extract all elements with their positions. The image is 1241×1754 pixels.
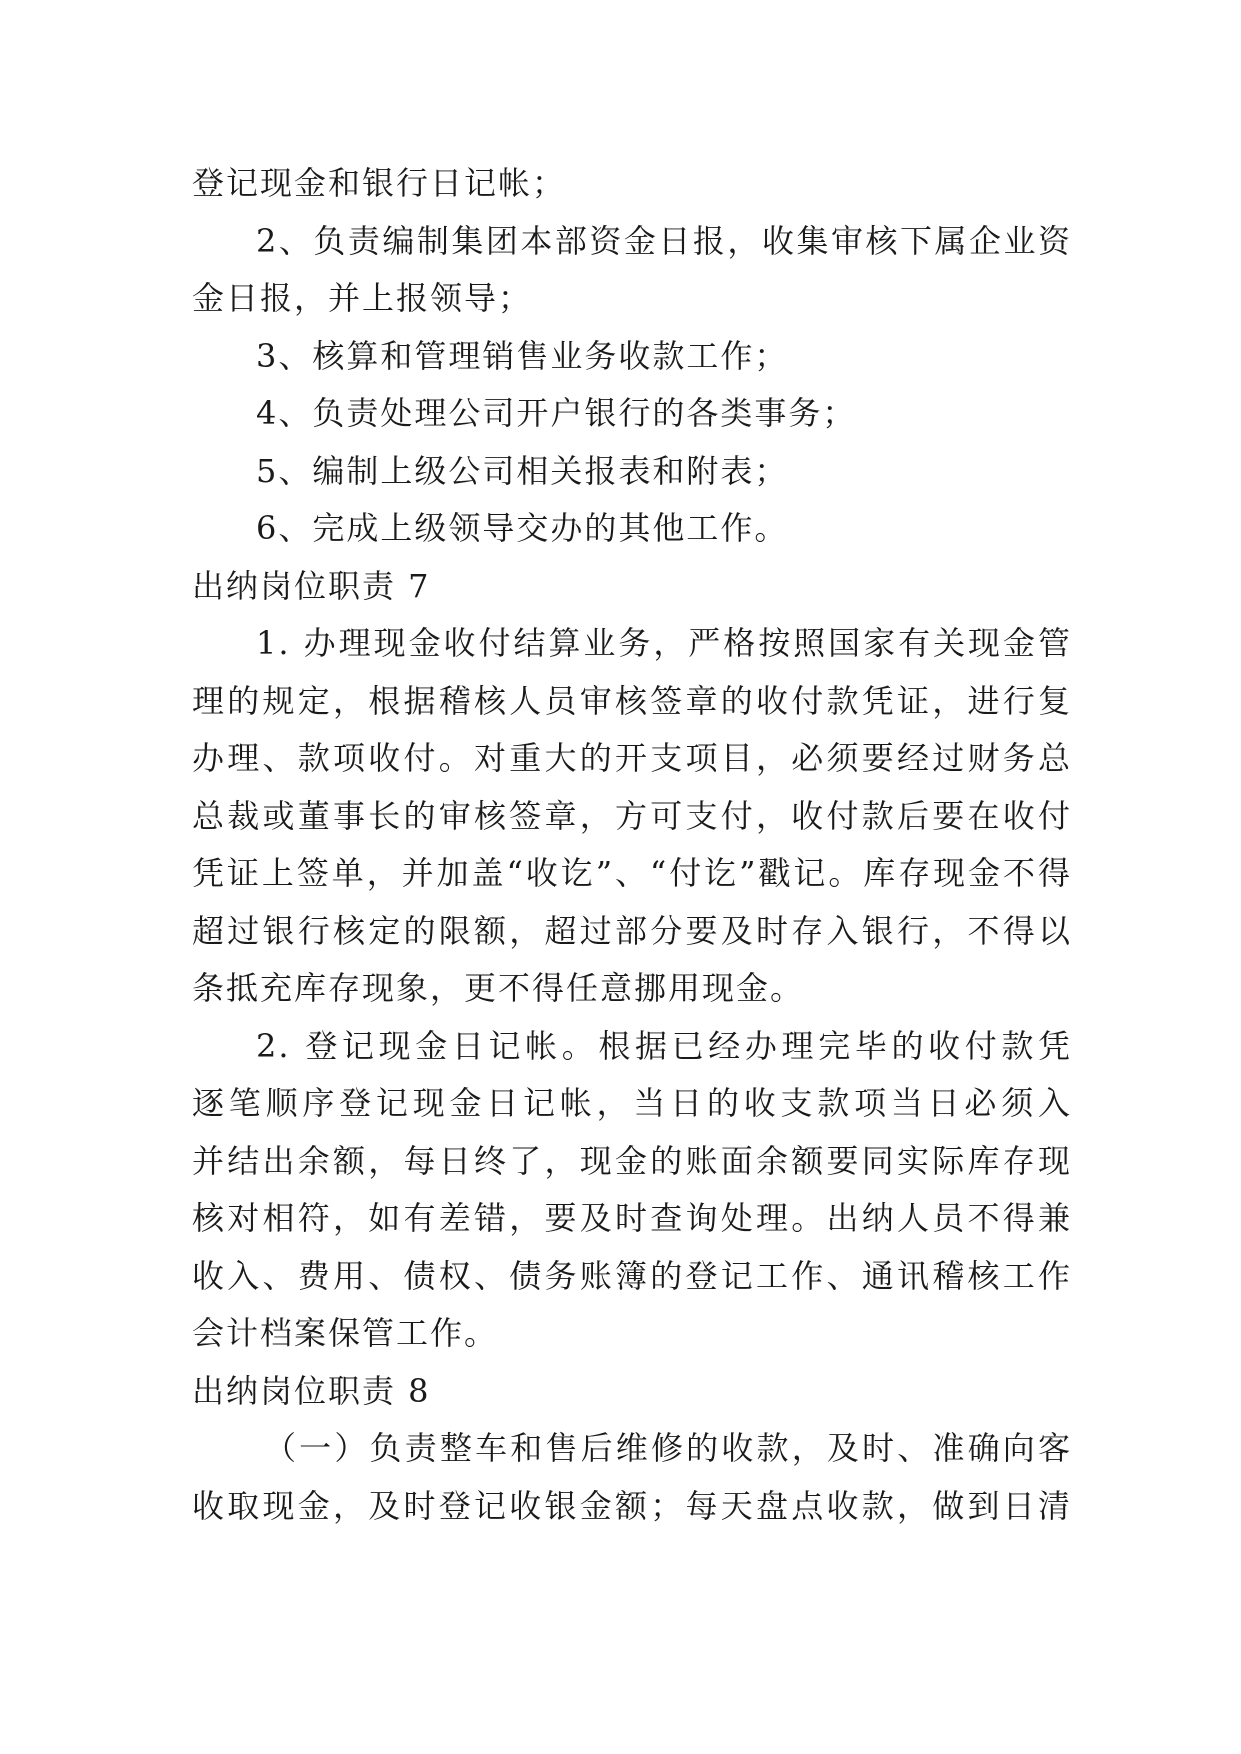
text-line: 办理、款项收付。对重大的开支项目，必须要经过财务总 bbox=[192, 739, 1072, 777]
section-heading-8: 出纳岗位职责 8 bbox=[192, 1371, 431, 1410]
list-item-5: 5、编制上级公司相关报表和附表； bbox=[256, 451, 789, 490]
text-line: 理的规定，根据稽核人员审核签章的收付款凭证，进行复 bbox=[192, 681, 1072, 720]
text-line: 凭证上签单，并加盖“收讫”、“付讫”戳记。库存现金不得 bbox=[192, 854, 1072, 892]
list-item-2: 2、负责编制集团本部资金日报，收集审核下属企业资 bbox=[256, 221, 1072, 260]
list-item-3: 3、核算和管理销售业务收款工作； bbox=[256, 336, 789, 375]
text-line: 收取现金，及时登记收银金额；每天盘点收款，做到日清 bbox=[192, 1486, 1072, 1525]
text-line: 登记现金和银行日记帐； bbox=[192, 164, 567, 202]
document-body bbox=[192, 155, 1072, 1535]
text-line: 总裁或董事长的审核签章，方可支付，收付款后要在收付 bbox=[192, 796, 1072, 835]
list-item-6: 6、完成上级领导交办的其他工作。 bbox=[256, 509, 789, 547]
list-item-4: 4、负责处理公司开户银行的各类事务； bbox=[256, 394, 857, 432]
text-line: 金日报，并上报领导； bbox=[192, 279, 533, 317]
text-line: 条抵充库存现象，更不得任意挪用现金。 bbox=[192, 969, 805, 1007]
text-line: 超过银行核定的限额，超过部分要及时存入银行，不得以 bbox=[192, 911, 1072, 950]
text-line: 核对相符，如有差错，要及时查询处理。出纳人员不得兼 bbox=[192, 1199, 1072, 1237]
text-line: 会计档案保管工作。 bbox=[192, 1314, 499, 1352]
text-line: 并结出余额，每日终了，现金的账面余额要同实际库存现 bbox=[192, 1141, 1072, 1180]
paragraph-1-start: 1. 办理现金收付结算业务，严格按照国家有关现金管 bbox=[256, 624, 1072, 662]
text-line: 收入、费用、债权、债务账簿的登记工作、通讯稽核工作 bbox=[192, 1256, 1072, 1295]
section-heading-7: 出纳岗位职责 7 bbox=[192, 566, 431, 605]
text-line: 逐笔顺序登记现金日记帐，当日的收支款项当日必须入 bbox=[192, 1084, 1072, 1122]
paragraph-2-start: 2. 登记现金日记帐。根据已经办理完毕的收付款凭 bbox=[256, 1026, 1072, 1065]
paragraph-8-1-start: （一）负责整车和售后维修的收款，及时、准确向客 bbox=[264, 1429, 1072, 1467]
